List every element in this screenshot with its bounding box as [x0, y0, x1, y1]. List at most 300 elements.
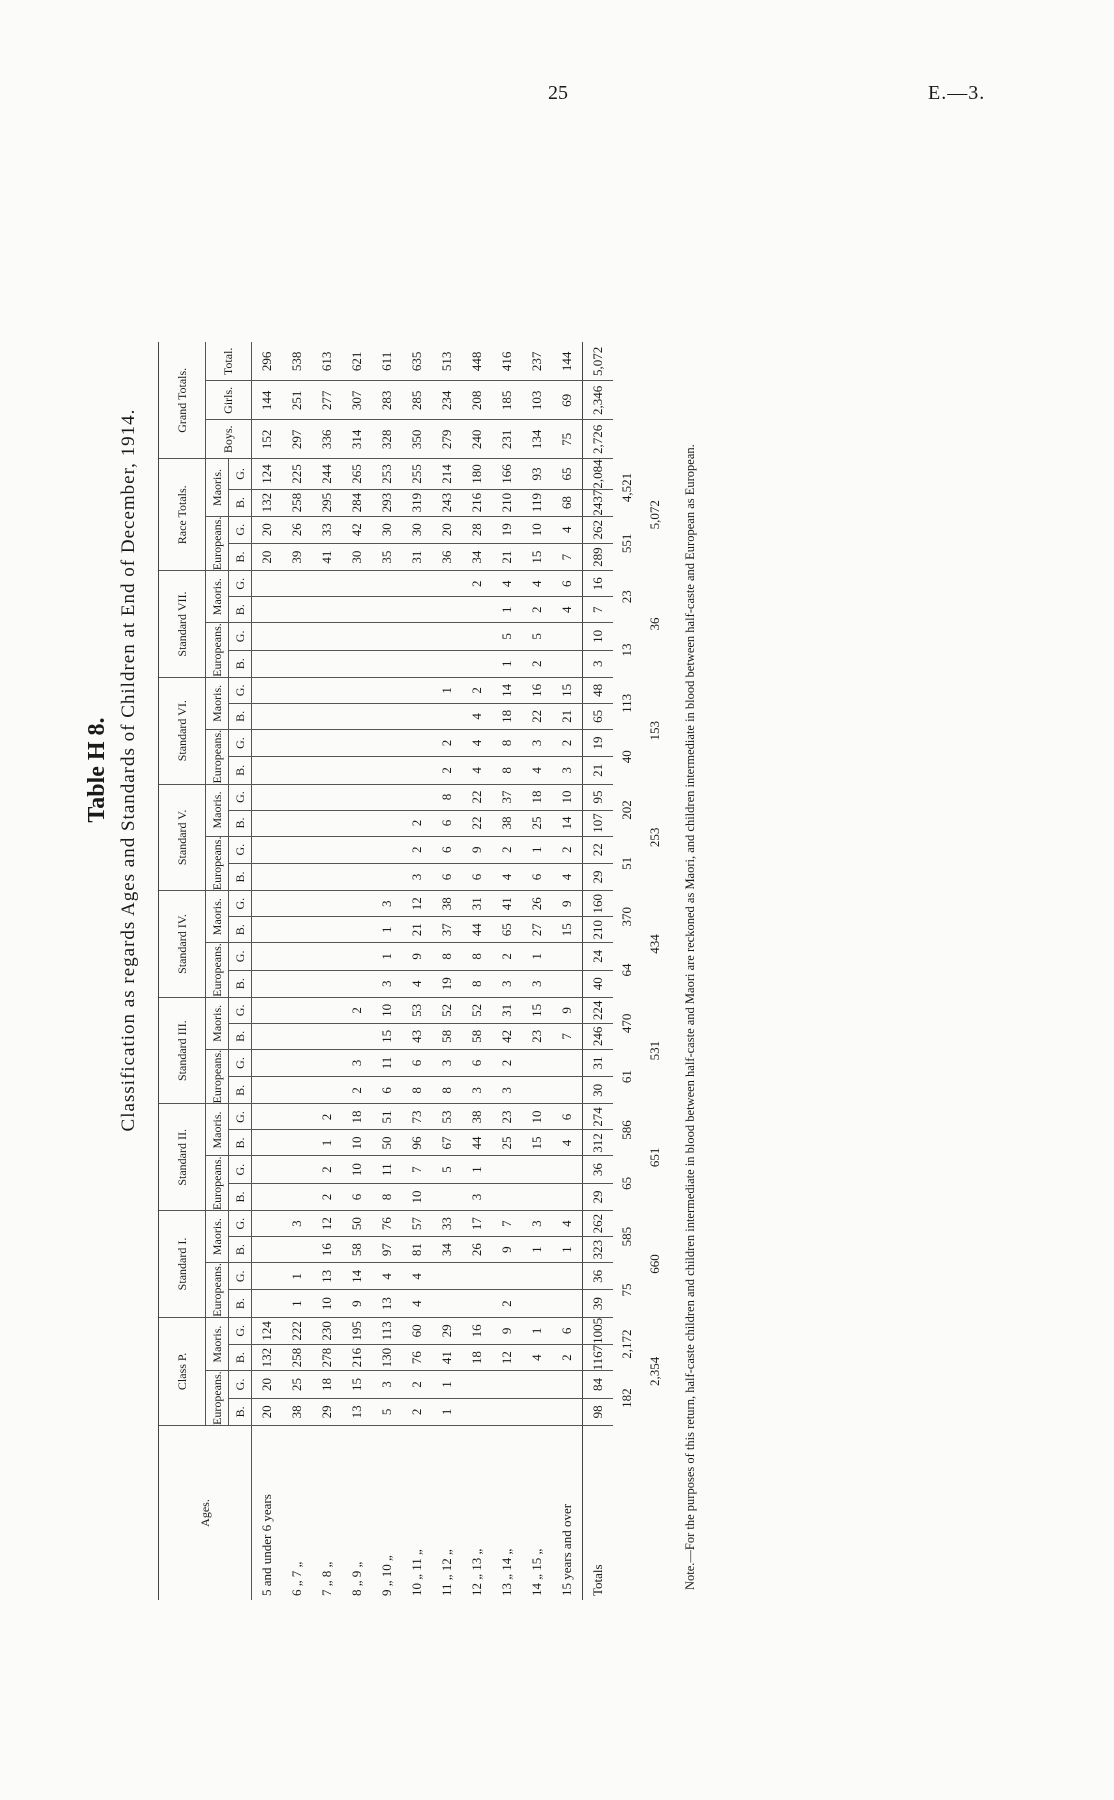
sex-header: G.: [229, 571, 252, 597]
count-cell: 4: [492, 571, 522, 597]
total-cell: 30: [583, 1077, 614, 1104]
count-cell: 96: [402, 1130, 432, 1156]
count-cell: 2: [432, 757, 462, 784]
count-cell: [402, 784, 432, 810]
count-cell: [282, 650, 312, 677]
count-cell: 58: [462, 1023, 492, 1049]
sex-header: G.: [229, 677, 252, 703]
count-cell: 8: [462, 970, 492, 997]
count-cell: 25: [282, 1371, 312, 1398]
count-cell: [312, 784, 342, 810]
count-cell: 1: [552, 1237, 583, 1263]
count-cell: 8: [432, 943, 462, 970]
count-cell: 1: [282, 1263, 312, 1290]
count-cell: 6: [552, 1104, 583, 1130]
count-cell: [372, 863, 402, 890]
count-cell: 2: [312, 1183, 342, 1210]
count-cell: 1: [522, 1237, 552, 1263]
count-cell: 2: [552, 729, 583, 756]
sex-header: B.: [229, 1237, 252, 1263]
count-cell: 15: [522, 543, 552, 570]
count-cell: [252, 810, 283, 836]
count-cell: [252, 1263, 283, 1290]
count-cell: 21: [552, 703, 583, 729]
count-cell: 195: [342, 1317, 372, 1344]
count-cell: 130: [372, 1344, 402, 1371]
count-cell: [282, 1049, 312, 1076]
count-cell: [312, 891, 342, 917]
sex-header: G.: [229, 1104, 252, 1130]
count-cell: [312, 1049, 342, 1076]
count-cell: 13: [342, 1398, 372, 1425]
race-header: Maoris.: [206, 677, 229, 729]
race-header: Maoris.: [206, 997, 229, 1049]
count-cell: 65: [492, 917, 522, 943]
count-cell: 3: [372, 891, 402, 917]
total-cell: 10: [583, 623, 614, 650]
table-row: [522, 342, 552, 1600]
count-cell: [252, 729, 283, 756]
count-cell: 17: [462, 1211, 492, 1237]
count-cell: [432, 597, 462, 623]
grand-total-cell: 134: [522, 420, 552, 459]
count-cell: 26: [522, 891, 552, 917]
count-cell: 2: [552, 1344, 583, 1371]
count-cell: 41: [492, 891, 522, 917]
count-cell: [432, 623, 462, 650]
count-cell: 31: [462, 891, 492, 917]
count-cell: [492, 1183, 522, 1210]
count-cell: 38: [282, 1398, 312, 1425]
page-number: 25: [548, 82, 568, 104]
count-cell: 3: [372, 1371, 402, 1398]
race-header: Europeans.: [206, 1049, 229, 1104]
sex-header: G.: [229, 997, 252, 1023]
count-cell: 29: [312, 1398, 342, 1425]
count-cell: [282, 1077, 312, 1104]
count-cell: 6: [402, 1049, 432, 1076]
count-cell: 19: [432, 970, 462, 997]
age-cell: 8 „ 9 „: [349, 1561, 364, 1596]
count-cell: [402, 597, 432, 623]
count-cell: 29: [432, 1317, 462, 1344]
grand-total-cell: 234: [432, 381, 462, 420]
count-cell: [342, 623, 372, 650]
sex-header: B.: [229, 1077, 252, 1104]
spacer: [641, 342, 669, 459]
count-cell: 35: [372, 543, 402, 570]
count-cell: [252, 863, 283, 890]
count-cell: 34: [432, 1237, 462, 1263]
race-sum-cell: 65: [619, 1176, 634, 1190]
grand-total-cell: 613: [312, 342, 342, 381]
group-sum-cell: 660: [647, 1254, 662, 1274]
count-cell: 124: [252, 1317, 283, 1344]
grand-total-cell: 328: [372, 420, 402, 459]
count-cell: 6: [552, 571, 583, 597]
count-cell: [552, 1156, 583, 1183]
count-cell: 41: [432, 1344, 462, 1371]
count-cell: [522, 1049, 552, 1076]
grand-totals-header: Grand Totals.: [159, 342, 206, 459]
count-cell: 1: [432, 1371, 462, 1398]
header-row-races: [206, 342, 229, 1600]
count-cell: 216: [342, 1344, 372, 1371]
sex-header: B.: [229, 1183, 252, 1210]
count-cell: 10: [522, 1104, 552, 1130]
count-cell: [282, 623, 312, 650]
grand-total-cell: 277: [312, 381, 342, 420]
sex-header: G.: [229, 1263, 252, 1290]
sex-header: B.: [229, 489, 252, 516]
grand-total-cell: 621: [342, 342, 372, 381]
race-header: Europeans.: [206, 623, 229, 678]
count-cell: 44: [462, 917, 492, 943]
count-cell: 22: [462, 810, 492, 836]
rotated-table-block: [80, 0, 920, 1600]
count-cell: 51: [372, 1104, 402, 1130]
count-cell: [252, 757, 283, 784]
count-cell: 2: [522, 597, 552, 623]
sex-header: G.: [229, 784, 252, 810]
count-cell: 93: [522, 459, 552, 489]
count-cell: 7: [552, 1023, 583, 1049]
table-row: [432, 342, 462, 1600]
grand-total-cell: 285: [402, 381, 432, 420]
sex-header: B.: [229, 1130, 252, 1156]
count-cell: 8: [432, 1077, 462, 1104]
group-header: Standard V.: [159, 784, 206, 891]
sex-header: G.: [229, 1156, 252, 1183]
total-cell: 1005: [583, 1317, 614, 1344]
count-cell: [312, 997, 342, 1023]
count-cell: 222: [282, 1317, 312, 1344]
count-cell: 15: [522, 997, 552, 1023]
count-cell: 38: [492, 810, 522, 836]
count-cell: [342, 943, 372, 970]
count-cell: [342, 970, 372, 997]
grand-total-cell: 2,726: [583, 420, 614, 459]
count-cell: 1: [492, 650, 522, 677]
count-cell: [312, 703, 342, 729]
count-cell: 43: [402, 1023, 432, 1049]
count-cell: [282, 597, 312, 623]
count-cell: 38: [432, 891, 462, 917]
sex-header: B.: [229, 810, 252, 836]
count-cell: [522, 1398, 552, 1425]
count-cell: 216: [462, 489, 492, 516]
count-cell: 4: [462, 757, 492, 784]
race-header: Europeans.: [206, 1156, 229, 1211]
count-cell: [342, 917, 372, 943]
count-cell: [372, 703, 402, 729]
count-cell: [252, 1077, 283, 1104]
count-cell: 8: [372, 1183, 402, 1210]
count-cell: 4: [522, 571, 552, 597]
count-cell: [282, 863, 312, 890]
age-cell: 10 „ 11 „: [409, 1549, 424, 1596]
count-cell: 11: [372, 1156, 402, 1183]
group-sum-cell: 153: [647, 720, 662, 741]
group-sum-cell: 5,072: [647, 500, 662, 530]
grand-total-cell: 314: [342, 420, 372, 459]
count-cell: 225: [282, 459, 312, 489]
count-cell: [552, 943, 583, 970]
count-cell: [312, 650, 342, 677]
page-reference: E.—3.: [928, 82, 986, 104]
sex-header: B.: [229, 970, 252, 997]
sex-header: G.: [229, 891, 252, 917]
spacer: [641, 1426, 669, 1601]
count-cell: 253: [372, 459, 402, 489]
count-cell: [282, 1023, 312, 1049]
count-cell: 244: [312, 459, 342, 489]
total-cell: 84: [583, 1371, 614, 1398]
race-header: Maoris.: [206, 571, 229, 623]
count-cell: 3: [402, 863, 432, 890]
count-cell: [402, 571, 432, 597]
count-cell: 8: [492, 757, 522, 784]
count-cell: [312, 917, 342, 943]
count-cell: 4: [522, 1344, 552, 1371]
count-cell: 9: [492, 1237, 522, 1263]
count-cell: [342, 784, 372, 810]
count-cell: 4: [552, 863, 583, 890]
total-cell: 246: [583, 1023, 614, 1049]
count-cell: [282, 677, 312, 703]
count-cell: 81: [402, 1237, 432, 1263]
count-cell: 119: [522, 489, 552, 516]
count-cell: 58: [432, 1023, 462, 1049]
count-cell: 18: [312, 1371, 342, 1398]
count-cell: [252, 1130, 283, 1156]
grand-total-cell: 237: [522, 342, 552, 381]
count-cell: 6: [342, 1183, 372, 1210]
count-cell: [282, 1104, 312, 1130]
total-cell: 29: [583, 863, 614, 890]
count-cell: [282, 571, 312, 597]
sex-header: G.: [229, 1371, 252, 1398]
race-sum-cell: 182: [619, 1388, 634, 1408]
count-cell: [252, 1049, 283, 1076]
count-cell: 4: [402, 970, 432, 997]
count-cell: 243: [432, 489, 462, 516]
count-cell: 9: [342, 1290, 372, 1317]
count-cell: [282, 917, 312, 943]
total-cell: 7: [583, 597, 614, 623]
count-cell: 1: [522, 1317, 552, 1344]
count-cell: [252, 623, 283, 650]
count-cell: 124: [252, 459, 283, 489]
sex-header: B.: [229, 650, 252, 677]
sex-header: B.: [229, 917, 252, 943]
count-cell: 8: [492, 729, 522, 756]
race-header: Europeans.: [206, 729, 229, 784]
count-cell: [282, 1237, 312, 1263]
count-cell: 293: [372, 489, 402, 516]
count-cell: [282, 836, 312, 863]
age-cell: 13 „ 14 „: [499, 1548, 514, 1596]
count-cell: 14: [342, 1263, 372, 1290]
count-cell: 50: [342, 1211, 372, 1237]
sex-header: G.: [229, 1317, 252, 1344]
grand-total-cell: 279: [432, 420, 462, 459]
count-cell: 2: [462, 677, 492, 703]
count-cell: 7: [402, 1156, 432, 1183]
count-cell: 4: [552, 1211, 583, 1237]
count-cell: [252, 997, 283, 1023]
count-cell: 284: [342, 489, 372, 516]
count-cell: 76: [372, 1211, 402, 1237]
sex-header: G.: [229, 623, 252, 650]
race-sum-cell: 13: [619, 643, 634, 657]
count-cell: [312, 757, 342, 784]
count-cell: 4: [402, 1290, 432, 1317]
grand-total-cell: 2,346: [583, 381, 614, 420]
table-row: [462, 342, 492, 1600]
count-cell: [282, 729, 312, 756]
count-cell: [312, 729, 342, 756]
count-cell: 37: [492, 784, 522, 810]
total-cell: 289: [583, 543, 614, 570]
grand-total-cell: 144: [552, 342, 583, 381]
sex-header: B.: [229, 1023, 252, 1049]
count-cell: [522, 1290, 552, 1317]
count-cell: [252, 1237, 283, 1263]
count-cell: 9: [402, 943, 432, 970]
count-cell: 5: [522, 623, 552, 650]
count-cell: 319: [402, 489, 432, 516]
count-cell: 20: [252, 1371, 283, 1398]
count-cell: [312, 677, 342, 703]
total-cell: 262: [583, 516, 614, 543]
count-cell: 15: [522, 1130, 552, 1156]
count-cell: [462, 1263, 492, 1290]
count-cell: [432, 1290, 462, 1317]
race-header: Europeans.: [206, 1263, 229, 1318]
count-cell: [342, 597, 372, 623]
group-header: Race Totals.: [159, 459, 206, 571]
race-sum-cell: 61: [619, 1070, 634, 1084]
sex-header: B.: [229, 597, 252, 623]
count-cell: [372, 623, 402, 650]
count-cell: 16: [522, 677, 552, 703]
count-cell: 1: [372, 943, 402, 970]
count-cell: [252, 1290, 283, 1317]
total-cell: 3: [583, 650, 614, 677]
count-cell: [342, 677, 372, 703]
group-sum-cell: 2,354: [647, 1356, 662, 1387]
race-sum-cell: 40: [619, 750, 634, 764]
count-cell: [432, 650, 462, 677]
total-cell: 21: [583, 757, 614, 784]
grand-total-cell: 448: [462, 342, 492, 381]
group-header: Standard VII.: [159, 571, 206, 678]
age-cell: 5 and under 6 years: [259, 1494, 274, 1596]
sex-header: B.: [229, 543, 252, 570]
count-cell: [372, 597, 402, 623]
count-cell: 38: [462, 1104, 492, 1130]
count-cell: [312, 623, 342, 650]
race-sum-cell: 585: [619, 1226, 634, 1247]
count-cell: [252, 784, 283, 810]
count-cell: 14: [552, 810, 583, 836]
count-cell: 20: [432, 516, 462, 543]
count-cell: [282, 891, 312, 917]
totals-row: [583, 342, 614, 1600]
count-cell: 97: [372, 1237, 402, 1263]
count-cell: 33: [432, 1211, 462, 1237]
count-cell: [522, 1263, 552, 1290]
count-cell: 210: [492, 489, 522, 516]
count-cell: 68: [552, 489, 583, 516]
grand-total-cell: 538: [282, 342, 312, 381]
count-cell: 278: [312, 1344, 342, 1371]
count-cell: 132: [252, 1344, 283, 1371]
count-cell: 4: [552, 597, 583, 623]
race-sum-cell: 75: [619, 1283, 634, 1297]
count-cell: 9: [462, 836, 492, 863]
grand-total-cell: 231: [492, 420, 522, 459]
count-cell: 21: [492, 543, 522, 570]
grand-total-cell: 635: [402, 342, 432, 381]
grand-total-cell: 208: [462, 381, 492, 420]
grand-total-cell: 350: [402, 420, 432, 459]
race-sum-cell: 586: [619, 1120, 634, 1140]
total-cell: 19: [583, 729, 614, 756]
spacer: [613, 342, 641, 459]
count-cell: 50: [372, 1130, 402, 1156]
count-cell: 2: [342, 997, 372, 1023]
spacer: [613, 1426, 641, 1601]
count-cell: 2: [402, 810, 432, 836]
count-cell: 12: [402, 891, 432, 917]
count-cell: [522, 1156, 552, 1183]
count-cell: 4: [522, 757, 552, 784]
race-header: Maoris.: [206, 1104, 229, 1156]
count-cell: [252, 677, 283, 703]
count-cell: [462, 1398, 492, 1425]
count-cell: 3: [522, 970, 552, 997]
count-cell: 1: [522, 943, 552, 970]
count-cell: 1: [462, 1156, 492, 1183]
count-cell: 3: [342, 1049, 372, 1076]
count-cell: 2: [312, 1156, 342, 1183]
grand-total-cell: 103: [522, 381, 552, 420]
count-cell: [282, 970, 312, 997]
count-cell: 37: [432, 917, 462, 943]
race-header: Europeans.: [206, 1371, 229, 1426]
count-cell: 57: [402, 1211, 432, 1237]
total-cell: 36: [583, 1156, 614, 1183]
count-cell: [252, 943, 283, 970]
sex-header: B.: [229, 757, 252, 784]
count-cell: [252, 917, 283, 943]
count-cell: 113: [372, 1317, 402, 1344]
count-cell: [342, 729, 372, 756]
count-cell: [552, 1183, 583, 1210]
count-cell: [312, 943, 342, 970]
count-cell: 23: [522, 1023, 552, 1049]
count-cell: [252, 1156, 283, 1183]
count-cell: 27: [522, 917, 552, 943]
count-cell: 60: [402, 1317, 432, 1344]
count-cell: 53: [402, 997, 432, 1023]
race-sum-cell: 470: [619, 1013, 634, 1034]
count-cell: 13: [372, 1290, 402, 1317]
age-cell: 11 „ 12 „: [439, 1549, 454, 1596]
count-cell: 9: [492, 1317, 522, 1344]
